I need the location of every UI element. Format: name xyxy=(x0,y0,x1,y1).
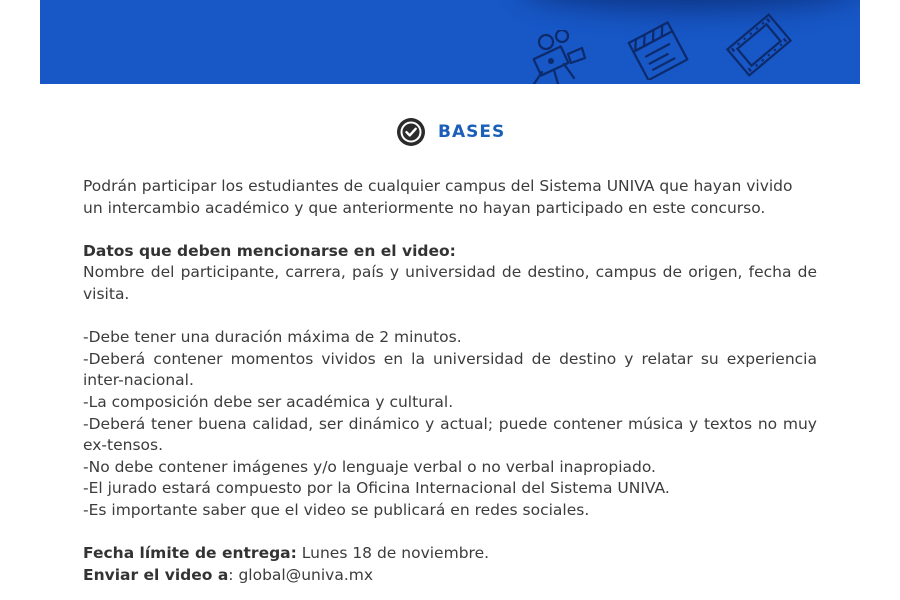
header-banner xyxy=(40,0,860,84)
video-data-text: Nombre del participante, carrera, país y universidad de destino, campus de origen, fecha de visita. xyxy=(83,263,817,303)
send-label: Enviar el video a xyxy=(83,565,229,584)
film-strip-icon xyxy=(722,10,796,80)
rules-content xyxy=(83,176,817,586)
send-line xyxy=(83,565,817,587)
rule-item: -Es importante saber que el video se publicará en redes sociales. xyxy=(83,500,590,519)
rule-item: -No debe contener imágenes y/o lenguaje verbal o no verbal inapropiado. xyxy=(83,457,656,476)
deadline-label: Fecha límite de entrega: xyxy=(83,544,297,563)
check-circle-icon xyxy=(396,117,426,147)
camera-icon xyxy=(528,30,598,84)
video-data-heading: Datos que deben mencionarse en el video: xyxy=(83,241,456,260)
deadline-line xyxy=(83,543,817,565)
clapperboard-icon xyxy=(625,18,691,80)
rule-item: -Deberá tener buena calidad, ser dinámico y actual; puede contener música y textos no muy ex-tensos. xyxy=(83,414,817,455)
intro-paragraph: Podrán participar los estudiantes de cualquier campus del Sistema UNIVA que hayan vivido un intercambio académico y que anteriormente no hayan participado en este concurso. xyxy=(83,177,793,217)
rule-item: -Deberá contener momentos vividos en la universidad de destino y relatar su experiencia inter-nacional. xyxy=(83,349,817,390)
send-email[interactable]: : global@univa.mx xyxy=(228,565,374,584)
banner-shadow xyxy=(520,0,860,10)
deadline-value: Lunes 18 de noviembre. xyxy=(296,544,490,563)
section-title: BASES xyxy=(438,122,506,142)
rule-item: -Debe tener una duración máxima de 2 minutos. xyxy=(83,328,462,347)
section-heading xyxy=(396,116,505,148)
rule-item: -El jurado estará compuesto por la Oficina Internacional del Sistema UNIVA. xyxy=(83,479,670,498)
rule-item: -La composición debe ser académica y cultural. xyxy=(83,392,454,411)
